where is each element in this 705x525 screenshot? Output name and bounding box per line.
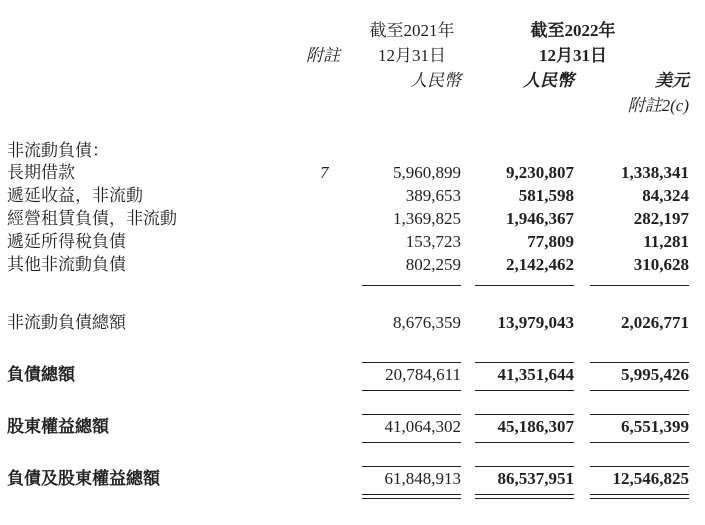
- double-rule-2021: [362, 494, 461, 495]
- row-label: 其他非流動負債: [7, 255, 126, 275]
- col-2021-header-line1: 截至2021年: [369, 21, 455, 40]
- value-2021: 8,676,359: [393, 313, 461, 332]
- rule-2021: [362, 466, 461, 467]
- col-2022-header-line2: 12月31日: [539, 46, 607, 65]
- value-2022-usd: 12,546,825: [612, 469, 689, 488]
- value-2022-rmb: 45,186,307: [497, 417, 574, 436]
- total-label: 負債及股東權益總額: [7, 469, 160, 489]
- rule-2021: [362, 362, 461, 363]
- row-label: 長期借款: [7, 163, 75, 183]
- value-2022-rmb: 77,809: [527, 232, 574, 251]
- value-2021: 389,653: [405, 186, 461, 205]
- rule-usd: [590, 390, 689, 391]
- rule-2022: [475, 390, 574, 391]
- value-2021: 20,784,611: [385, 365, 461, 384]
- value-2021: 61,848,913: [384, 469, 461, 488]
- col-2022-rmb-currency: 人民幣: [523, 71, 574, 90]
- value-2022-rmb: 1,946,367: [506, 209, 574, 228]
- value-2022-usd: 1,338,341: [621, 163, 689, 182]
- double-rule-usd: [590, 498, 689, 499]
- row-label: 經營租賃負債，非流動: [7, 209, 177, 229]
- value-2022-rmb: 86,537,951: [497, 469, 574, 488]
- row-label: 遞延收益，非流動: [7, 186, 143, 206]
- col-2021-header-line2: 12月31日: [378, 46, 446, 65]
- double-rule-2022: [475, 494, 574, 495]
- rule-2021: [362, 414, 461, 415]
- row-label: 遞延所得稅負債: [7, 232, 126, 252]
- value-2021: 41,064,302: [384, 417, 461, 436]
- double-rule-usd: [590, 494, 689, 495]
- value-2021: 1,369,825: [393, 209, 461, 228]
- value-2022-rmb: 581,598: [518, 186, 574, 205]
- value-2022-rmb: 41,351,644: [497, 365, 574, 384]
- section-title: 非流動負債：: [7, 141, 109, 161]
- rule-2021: [362, 390, 461, 391]
- note-column-header: 附註: [306, 46, 340, 65]
- rule-usd: [590, 466, 689, 467]
- value-2021: 153,723: [405, 232, 461, 251]
- rule-usd: [590, 414, 689, 415]
- value-2022-rmb: 13,979,043: [497, 313, 574, 332]
- rule-2022: [475, 414, 574, 415]
- total-label: 股東權益總額: [7, 417, 109, 437]
- col-2022-header-line1: 截至2022年: [530, 21, 616, 40]
- value-2022-rmb: 2,142,462: [506, 255, 574, 274]
- rule-2022: [475, 362, 574, 363]
- value-2022-rmb: 9,230,807: [506, 163, 574, 182]
- col-2021-currency: 人民幣: [410, 71, 461, 90]
- subtotal-rule-2021: [362, 285, 461, 286]
- rule-2022: [475, 466, 574, 467]
- value-2022-usd: 282,197: [633, 209, 689, 228]
- double-rule-2022: [475, 498, 574, 499]
- total-label: 非流動負債總額: [7, 313, 126, 333]
- subtotal-rule-usd: [590, 285, 689, 286]
- rule-2021: [362, 442, 461, 443]
- rule-usd: [590, 362, 689, 363]
- double-rule-2021: [362, 498, 461, 499]
- value-2022-usd: 6,551,399: [621, 417, 689, 436]
- total-label: 負債總額: [7, 365, 75, 385]
- value-2022-usd: 2,026,771: [621, 313, 689, 332]
- rule-2022: [475, 442, 574, 443]
- value-2022-usd: 5,995,426: [621, 365, 689, 384]
- value-2021: 5,960,899: [393, 163, 461, 182]
- value-2022-usd: 84,324: [642, 186, 689, 205]
- value-2022-usd: 310,628: [633, 255, 689, 274]
- col-2022-usd-currency: 美元: [655, 71, 689, 90]
- value-2022-usd: 11,281: [643, 232, 689, 251]
- rule-usd: [590, 442, 689, 443]
- subtotal-rule-2022: [475, 285, 574, 286]
- row-note: 7: [320, 163, 329, 182]
- usd-note-reference: 附註2(c): [627, 96, 689, 115]
- value-2021: 802,259: [405, 255, 461, 274]
